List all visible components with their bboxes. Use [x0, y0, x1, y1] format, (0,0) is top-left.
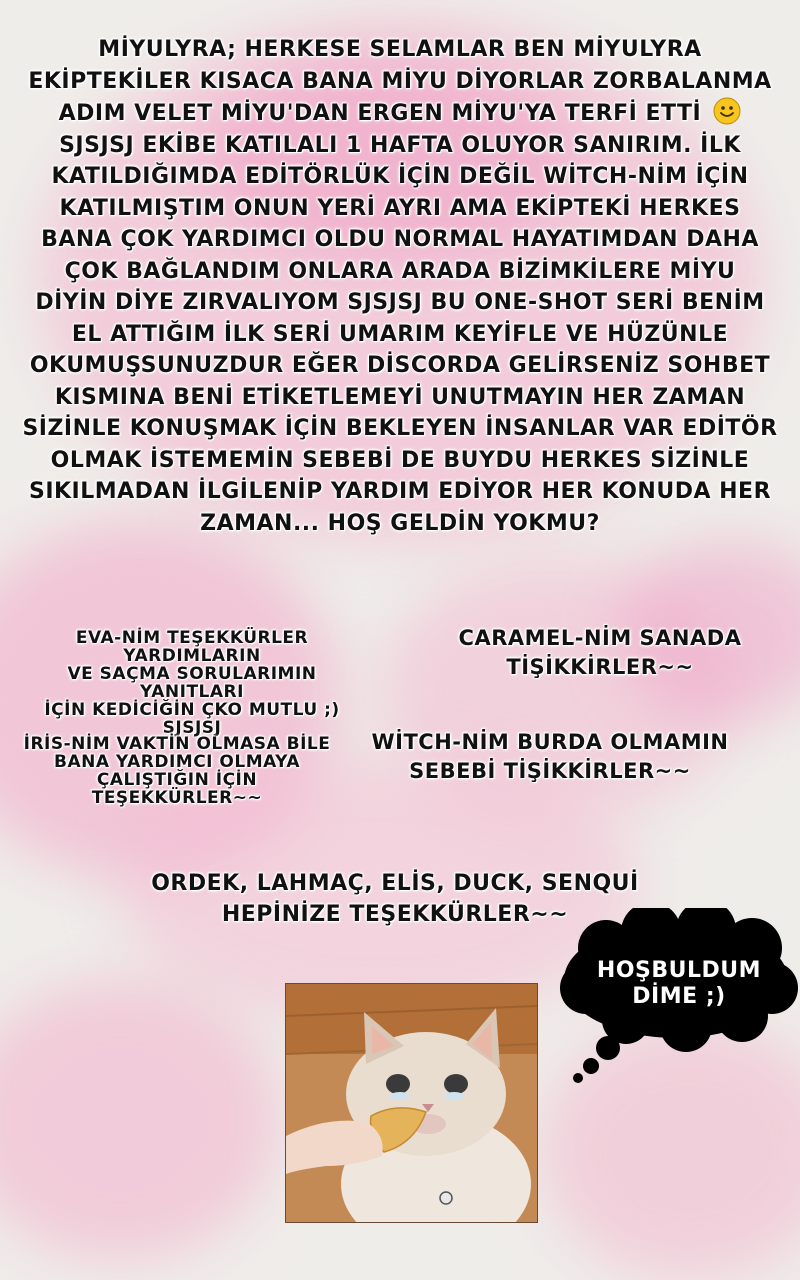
- intro-line-with-emoji: [20, 97, 780, 130]
- thanks-caramel: [420, 624, 780, 682]
- smiley-face-icon: [713, 97, 741, 125]
- intro-line: KATILDIĞIMDA EDİTÖRLÜK İÇİN DEĞİL WİTCH-NİM İÇİN: [51, 164, 749, 189]
- thanks-eva-line: İÇİN KEDİCİĞİN ÇKO MUTLU ;) SJSJSJ: [44, 700, 340, 738]
- thought-bubble-line: DİME ;): [632, 984, 726, 1009]
- intro-line: MİYULYRA; HERKESE SELAMLAR BEN MİYULYRA: [98, 37, 702, 62]
- thanks-eva-line: EVA-NİM TEŞEKKÜRLER YARDIMLARIN: [75, 628, 309, 666]
- thanks-iris: [14, 735, 340, 807]
- thanks-caramel-line: TİŞİKKİRLER~~: [506, 655, 694, 679]
- thanks-team-line: ORDEK, LAHMAÇ, ELİS, DUCK, SENQUİ: [151, 871, 639, 896]
- cat-illustration: [286, 984, 537, 1222]
- thought-bubble: [556, 908, 800, 1088]
- intro-line: OLMAK İSTEMEMİN SEBEBİ DE BUYDU HERKES SİZİNLE: [50, 447, 750, 473]
- intro-line: KISMINA BENİ ETİKETLEMEYİ UNUTMAYIN HER ZAMAN: [54, 384, 746, 410]
- intro-line: KATILMIŞTIM ONUN YERİ AYRI AMA EKİPTEKİ HERKES: [59, 195, 741, 221]
- intro-line: SIKILMADAN İLGİLENİP YARDIM EDİYOR HER KONUDA HER: [28, 479, 772, 504]
- thanks-witch: [352, 728, 748, 786]
- crying-cat-eating-chip-image: [286, 984, 537, 1222]
- intro-line: OKUMUŞSUNUZDUR EĞER DİSCORDA GELİRSENİZ SOHBET: [29, 353, 771, 378]
- thanks-iris-line: BANA YARDIMCI OLMAYA: [54, 752, 300, 772]
- thanks-team-line: HEPİNİZE TEŞEKKÜRLER~~: [221, 902, 569, 927]
- thanks-eva: [14, 629, 370, 737]
- intro-line: ÇOK BAĞLANDIM ONLARA ARADA BİZİMKİLERE MİYU: [64, 258, 736, 284]
- intro-line-text: ADIM VELET MİYU'DAN ERGEN MİYU'YA TERFİ ETTİ: [58, 101, 702, 126]
- thanks-eva-line: VE SAÇMA SORULARIMIN YANITLARI: [67, 664, 317, 702]
- thought-bubble-line: HOŞBULDUM: [596, 958, 762, 983]
- thanks-iris-line: İRİS-NİM VAKTİN OLMASA BİLE: [23, 734, 331, 754]
- intro-line: EKİPTEKİLER KISACA BANA MİYU DİYORLAR ZORBALANMA: [28, 68, 772, 94]
- thought-bubble-text: [574, 958, 784, 1010]
- intro-line: SİZİNLE KONUŞMAK İÇİN BEKLEYEN İNSANLAR VAR EDİTÖR: [22, 416, 778, 441]
- intro-line: ZAMAN... HOŞ GELDİN YOKMU?: [200, 510, 600, 536]
- thanks-caramel-line: CARAMEL-NİM SANADA: [458, 626, 742, 650]
- intro-line: BANA ÇOK YARDIMCI OLDU NORMAL HAYATIMDAN DAHA: [41, 227, 759, 252]
- intro-line: EL ATTIĞIM İLK SERİ UMARIM KEYİFLE VE HÜZÜNLE: [71, 321, 729, 347]
- thanks-witch-line: WİTCH-NİM BURDA OLMAMIN: [371, 730, 729, 754]
- intro-line: SJSJSJ EKİBE KATILALI 1 HAFTA OLUYOR SANIRIM. İLK: [59, 132, 741, 158]
- intro-line: DİYİN DİYE ZIRVALIYOM SJSJSJ BU ONE-SHOT SERİ BENİM: [35, 290, 765, 315]
- intro-message: [20, 34, 780, 539]
- thanks-witch-line: SEBEBİ TİŞİKKİRLER~~: [409, 759, 691, 783]
- thanks-iris-line: ÇALIŞTIĞIN İÇİN TEŞEKKÜRLER~~: [91, 770, 263, 808]
